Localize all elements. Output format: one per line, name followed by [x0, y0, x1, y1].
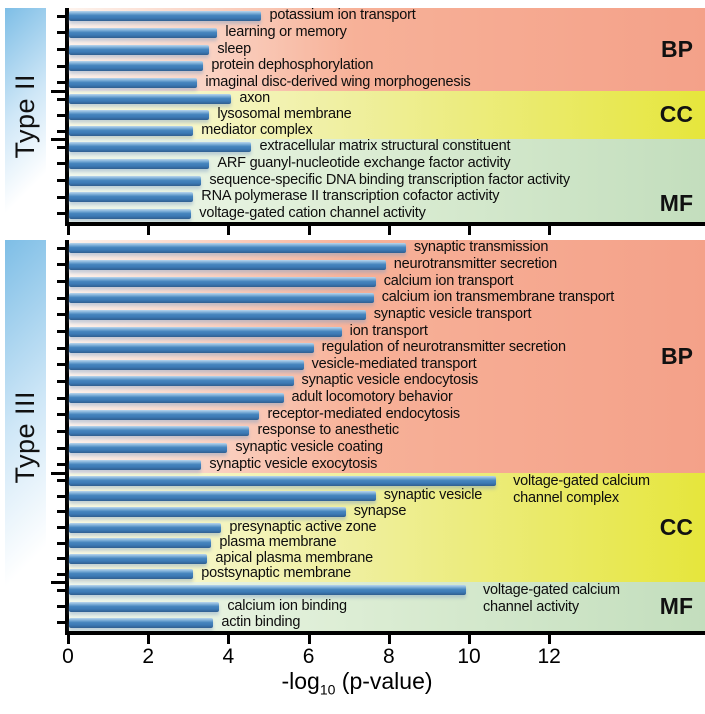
y-axis-minor-tick [57, 297, 65, 300]
bar [69, 343, 314, 353]
y-axis-major-tick [51, 90, 65, 93]
bar-label-line: voltage-gated calcium [482, 582, 620, 599]
bar [69, 310, 366, 320]
y-axis-minor-tick [57, 263, 65, 266]
x-axis-tick [308, 635, 311, 644]
bar [69, 426, 249, 436]
x-axis-tick [308, 226, 311, 235]
y-axis-minor-tick [57, 48, 65, 51]
bar [69, 360, 304, 370]
bar-label: ARF guanyl-nucleotide exchange factor activity [217, 154, 511, 171]
bar [69, 94, 231, 104]
bar [69, 209, 191, 219]
y-axis-minor-tick [57, 589, 65, 592]
bar-label: extracellular matrix structural constituent [259, 138, 511, 155]
y-axis-minor-tick [57, 430, 65, 433]
x-axis-tick [548, 635, 551, 644]
bar-label: calcium ion transmembrane transport [381, 289, 615, 306]
y-axis-minor-tick [57, 479, 65, 482]
bar-label: response to anesthetic [257, 422, 399, 439]
y-axis-minor-tick [57, 542, 65, 545]
x-axis-tick [388, 226, 391, 235]
y-axis-minor-tick [57, 413, 65, 416]
bar-label: synaptic transmission [413, 239, 549, 256]
bar [69, 410, 259, 420]
y-axis-minor-tick [57, 313, 65, 316]
bar-label: RNA polymerase II transcription cofactor activity [201, 188, 500, 205]
bar [69, 28, 217, 38]
bar [69, 618, 213, 628]
bar-label-line: voltage-gated calcium [513, 472, 650, 489]
bar [69, 78, 197, 88]
panel-type-strip [5, 8, 46, 225]
y-axis-minor-tick [57, 605, 65, 608]
y-axis-minor-tick [57, 130, 65, 133]
x-axis-tick [388, 635, 391, 644]
section-label-cc: CC [659, 513, 693, 540]
x-axis-tick [67, 635, 70, 644]
y-axis-minor-tick [57, 114, 65, 117]
section-label-cc: CC [659, 101, 693, 127]
x-axis-tick [67, 226, 70, 235]
y-axis-minor-tick [57, 447, 65, 450]
bar-label: ion transport [349, 322, 428, 339]
bar-label: synaptic vesicle endocytosis [301, 372, 479, 389]
bar [69, 585, 466, 595]
bar [69, 476, 496, 486]
bar [69, 507, 346, 517]
bar [69, 569, 193, 579]
section-label-mf: MF [659, 592, 693, 619]
bar-label-line: channel complex [513, 489, 619, 506]
bar [69, 393, 284, 403]
x-axis-tick-label: 2 [142, 645, 155, 668]
bar-label: calcium ion transport [383, 272, 514, 289]
section-label-bp: BP [661, 342, 693, 369]
bar-label: presynaptic active zone [229, 518, 377, 535]
x-axis-line [65, 631, 705, 635]
bar [69, 554, 207, 564]
x-axis-tick-label: 4 [222, 645, 235, 668]
y-axis-minor-tick [57, 557, 65, 560]
bar-label: potassium ion transport [269, 7, 416, 24]
bar [69, 126, 193, 136]
bar [69, 491, 376, 501]
section-label-mf: MF [659, 189, 693, 216]
bar-label: postsynaptic membrane [201, 565, 352, 582]
x-axis-tick [468, 226, 471, 235]
bar-label: receptor-mediated endocytosis [267, 405, 460, 422]
bar-label: apical plasma membrane [215, 549, 373, 566]
bar-label: learning or memory [225, 23, 347, 40]
bar [69, 159, 209, 169]
x-axis-tick [227, 226, 230, 235]
bar-label: vesicle-mediated transport [311, 355, 477, 372]
y-axis-minor-tick [57, 15, 65, 18]
bar [69, 260, 386, 270]
y-axis-minor-tick [57, 621, 65, 624]
y-axis-minor-tick [57, 380, 65, 383]
bar-label: synaptic vesicle coating [235, 439, 383, 456]
x-axis-tick-label: 0 [62, 645, 74, 668]
y-axis-minor-tick [57, 31, 65, 34]
bar-label: imaginal disc-derived wing morphogenesis [205, 73, 471, 90]
y-axis-minor-tick [57, 65, 65, 68]
y-axis-minor-tick [57, 212, 65, 215]
bar [69, 602, 219, 612]
x-axis-tick [227, 635, 230, 644]
bar-label-line: channel activity [482, 599, 579, 616]
bar [69, 243, 406, 253]
x-axis-tick-label: 6 [302, 645, 315, 668]
y-axis-minor-tick [57, 81, 65, 84]
bar [69, 110, 209, 120]
x-axis-tick-label: 12 [537, 645, 561, 668]
x-axis-tick [548, 226, 551, 235]
bar-label: sequence-specific DNA binding transcription factor activity [209, 171, 570, 188]
y-axis-minor-tick [57, 247, 65, 250]
x-axis-line [65, 222, 705, 226]
bar [69, 523, 221, 533]
bar [69, 192, 193, 202]
bar [69, 277, 376, 287]
bar [69, 176, 201, 186]
y-axis-major-tick [51, 138, 65, 141]
panel-type-strip [5, 240, 46, 634]
bar-label: adult locomotory behavior [291, 389, 453, 406]
x-axis-title-main: -log [281, 668, 320, 694]
y-axis-minor-tick [57, 280, 65, 283]
y-axis-minor-tick [57, 397, 65, 400]
bar-label: lysosomal membrane [217, 106, 352, 122]
y-axis-minor-tick [57, 347, 65, 350]
bar-label: synaptic vesicle transport [373, 305, 532, 322]
y-axis-minor-tick [57, 526, 65, 529]
bar [69, 45, 209, 55]
panel-type-label: Type III [10, 390, 40, 484]
bar-label [513, 473, 650, 507]
bar-label: sleep [217, 40, 252, 57]
bar [69, 376, 294, 386]
y-axis-minor-tick [57, 98, 65, 101]
y-axis-minor-tick [57, 463, 65, 466]
bar-label: synaptic vesicle [383, 487, 483, 504]
y-axis-minor-tick [57, 495, 65, 498]
bar [69, 538, 211, 548]
bar-label: voltage-gated cation channel activity [199, 204, 426, 221]
y-axis-minor-tick [57, 330, 65, 333]
x-axis-tick [147, 635, 150, 644]
x-axis-tick [147, 226, 150, 235]
x-axis-tick-label: 10 [457, 645, 481, 668]
y-axis-minor-tick [57, 179, 65, 182]
y-axis-minor-tick [57, 573, 65, 576]
bar-label: actin binding [221, 613, 301, 630]
bar-label: protein dephosphorylation [211, 57, 374, 74]
bar [69, 327, 342, 337]
bar-label: axon [239, 90, 271, 106]
section-label-bp: BP [661, 35, 693, 62]
y-axis-minor-tick [57, 146, 65, 149]
panel-type-label: Type II [10, 74, 40, 159]
bar-label: calcium ion binding [227, 597, 347, 614]
x-axis-title-rest: (p-value) [335, 668, 433, 694]
bar [69, 11, 261, 21]
y-axis-minor-tick [57, 196, 65, 199]
x-axis-tick-label: 8 [382, 645, 395, 668]
y-axis-minor-tick [57, 510, 65, 513]
bar-label: mediator complex [201, 122, 313, 138]
x-axis-title [281, 668, 432, 698]
bar-label: neurotransmitter secretion [393, 255, 558, 272]
x-axis-title-subscript: 10 [319, 681, 336, 698]
bar-label: plasma membrane [219, 534, 337, 551]
y-axis-major-tick [51, 581, 65, 584]
bar [69, 443, 227, 453]
bar [69, 61, 203, 71]
bar-label [483, 582, 620, 616]
y-axis-minor-tick [57, 363, 65, 366]
bar-label: synapse [353, 502, 407, 519]
y-axis-minor-tick [57, 162, 65, 165]
x-axis-tick [468, 635, 471, 644]
bar-label: synaptic vesicle exocytosis [209, 455, 378, 472]
bar [69, 460, 201, 470]
y-axis-major-tick [51, 472, 65, 475]
bar [69, 142, 251, 152]
bar-label: regulation of neurotransmitter secretion [321, 339, 566, 356]
bar [69, 293, 374, 303]
